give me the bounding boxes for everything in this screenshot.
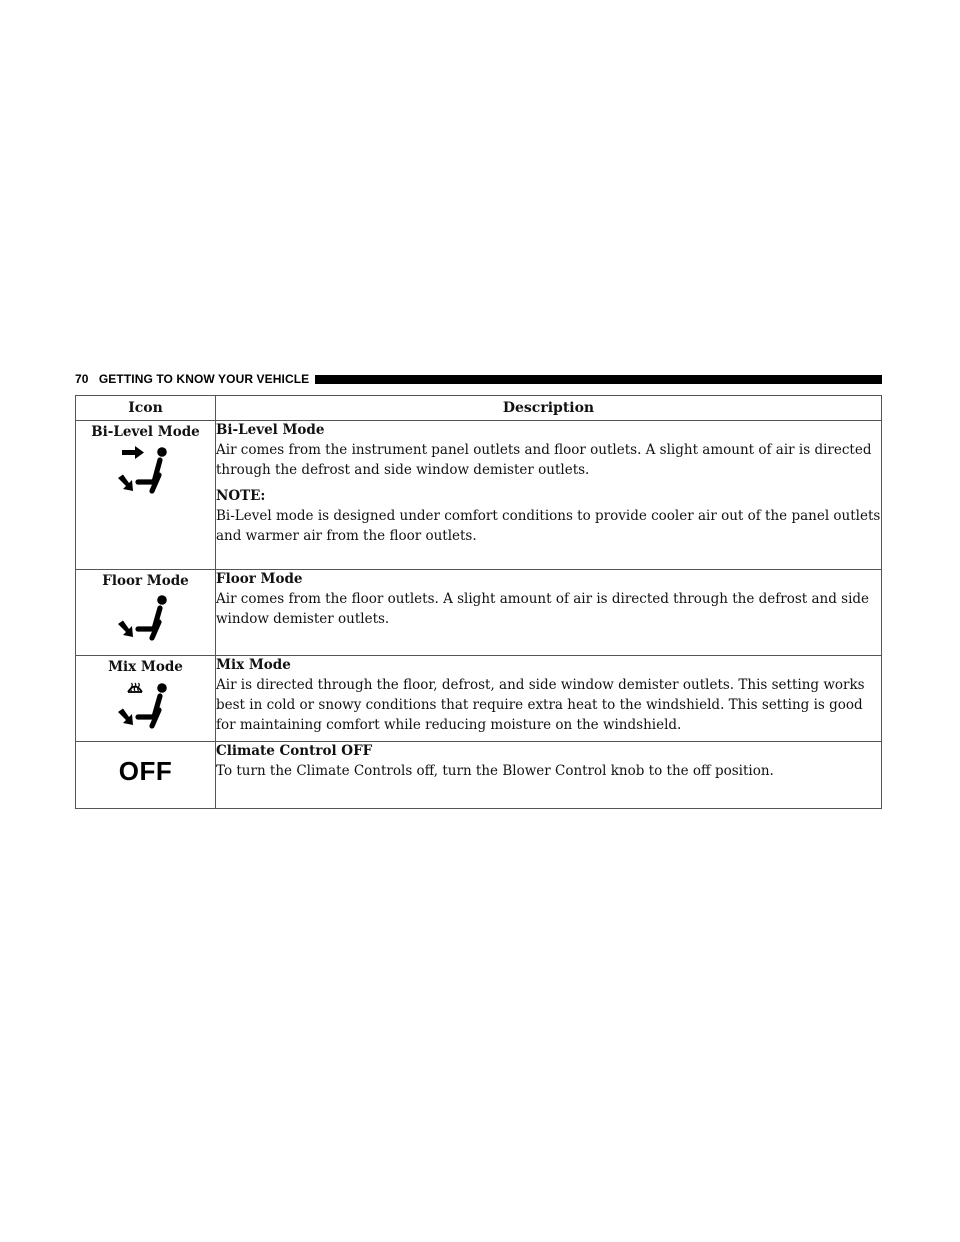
description-cell — [216, 742, 882, 809]
table-row — [76, 656, 882, 742]
header-rule — [315, 375, 882, 384]
description-title: Floor Mode — [216, 571, 303, 587]
icon-cell — [76, 570, 216, 656]
description-body: Air comes from the instrument panel outlets and floor outlets. A slight amount of air is directed through the defrost and side window demister outlets. — [216, 442, 872, 478]
off-icon: OFF — [118, 756, 173, 786]
table-row — [76, 742, 882, 809]
table-header-row — [76, 396, 882, 421]
icon-column-header: Icon — [76, 396, 216, 421]
description-cell — [216, 656, 882, 742]
page-header — [75, 371, 882, 387]
description-body: To turn the Climate Controls off, turn the Blower Control knob to the off position. — [216, 763, 774, 779]
floor-mode-icon — [116, 594, 176, 644]
icon-cell — [76, 656, 216, 742]
description-body: Air comes from the floor outlets. A slight amount of air is directed through the defrost and side window demister outlets. — [216, 591, 870, 627]
description-title: Climate Control OFF — [216, 743, 373, 759]
page-header-text — [75, 372, 309, 386]
section-title: GETTING TO KNOW YOUR VEHICLE — [98, 372, 310, 386]
table-row — [76, 570, 882, 656]
climate-modes-table — [75, 395, 882, 809]
mode-label: Mix Mode — [108, 659, 183, 675]
bi-level-mode-icon — [116, 445, 176, 497]
page-number: 70 — [75, 372, 89, 386]
note-body: Bi-Level mode is designed under comfort conditions to provide cooler air out of the panel outlets and warmer air from the floor outlets. — [216, 508, 881, 544]
description-title: Bi-Level Mode — [216, 422, 325, 438]
mix-mode-icon — [116, 680, 176, 732]
icon-cell — [76, 421, 216, 570]
description-body: Air is directed through the floor, defrost, and side window demister outlets. This setting works best in cold or snowy conditions that require extra heat to the windshield. This setting is good for maintaining comfort while reducing moisture on the windshield. — [216, 677, 865, 733]
description-column-header: Description — [216, 396, 882, 421]
table-row — [76, 421, 882, 570]
mode-label: Floor Mode — [102, 573, 189, 589]
icon-cell — [76, 742, 216, 809]
description-cell — [216, 421, 882, 570]
description-cell — [216, 570, 882, 656]
description-title: Mix Mode — [216, 657, 291, 673]
mode-label: Bi-Level Mode — [91, 424, 200, 440]
note-label: NOTE: — [216, 488, 266, 504]
